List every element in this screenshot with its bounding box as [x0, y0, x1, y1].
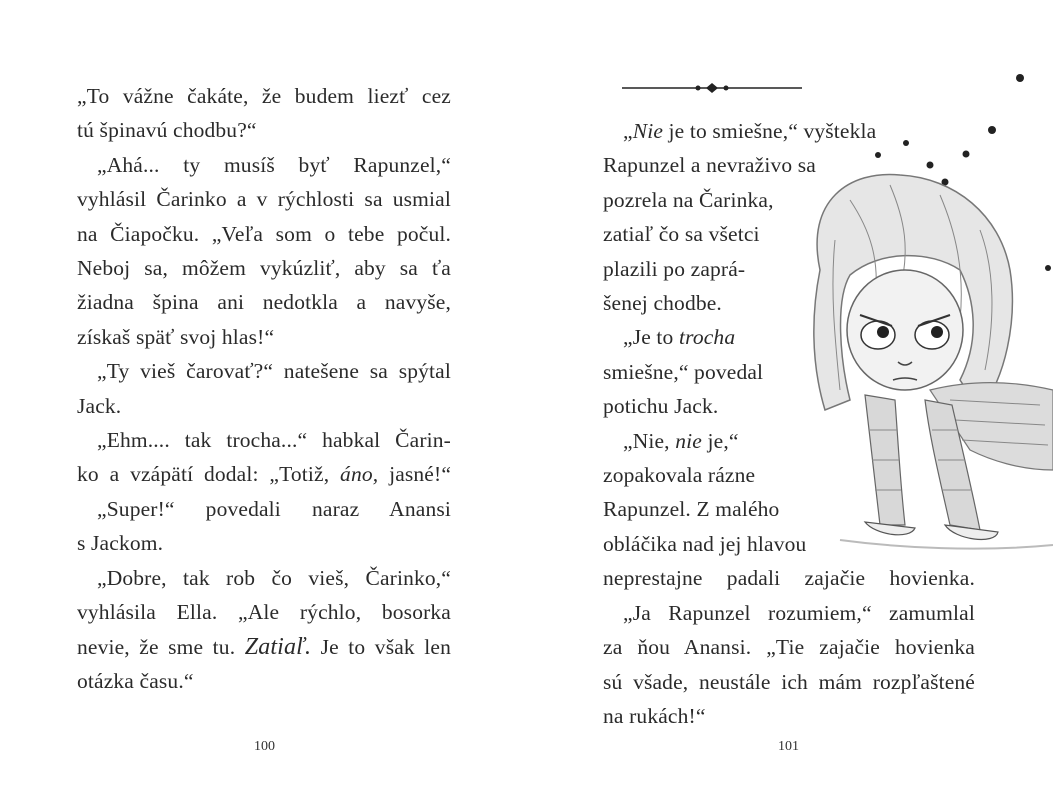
- text-line: „Ja Rapunzel rozumiem,“ zamumlal: [623, 600, 975, 625]
- text-line: plazili po zaprá-: [603, 256, 746, 281]
- text-run: ko a vzápätí dodal: „Totiž,: [77, 462, 330, 487]
- text-line: obláčika nad jej hlavou: [603, 531, 807, 556]
- page-number: 100: [254, 739, 275, 754]
- text-line: na rukách!“: [603, 703, 706, 728]
- text-line: Jack.: [77, 393, 122, 418]
- emphasis-text: Zatiaľ.: [244, 633, 312, 660]
- text-line: [603, 424, 975, 458]
- text-line: „To vážne čakáte, že budem liezť cez: [77, 84, 451, 108]
- text-run: „Nie,: [623, 428, 670, 453]
- paragraph: [603, 596, 975, 734]
- text-line: „Ehm.... tak trocha...“ habkal Čarin-: [97, 428, 451, 453]
- text-line: šenej chodbe.: [603, 291, 722, 316]
- page-number: 101: [778, 739, 799, 754]
- text-line: „Ahá... ty musíš byť Rapunzel,“: [97, 152, 451, 177]
- text-line: „Dobre, tak rob čo vieš, Čarinko,“: [97, 565, 451, 590]
- paragraph: [603, 320, 975, 423]
- emphasis-text: nie: [675, 428, 702, 453]
- text-run: „Je to: [623, 325, 674, 350]
- text-line: Rapunzel a nevraživo sa: [603, 153, 816, 178]
- text-line: [603, 114, 975, 148]
- text-line: zopakovala rázne: [603, 463, 756, 488]
- text-line: smiešne,“ povedal: [603, 359, 764, 384]
- text-line: [77, 630, 451, 664]
- text-line: s Jackom.: [77, 531, 164, 556]
- text-line: za ňou Anansi. „Tie zajačie hovienka: [603, 635, 975, 660]
- text-run: „: [623, 119, 633, 143]
- text-run: nevie, že sme tu.: [77, 634, 236, 659]
- text-line: [77, 457, 451, 491]
- text-run: jasné!“: [389, 462, 452, 487]
- text-run: je,“: [707, 428, 739, 453]
- text-line: vyhlásil Čarinko a v rýchlosti sa usmial: [77, 187, 451, 212]
- text-run: Je to však len: [320, 634, 451, 659]
- text-run: je to smiešne,“ vyštekla: [668, 119, 877, 143]
- text-line: potichu Jack.: [603, 394, 719, 419]
- paragraph: [77, 79, 451, 148]
- text-line: „Ty vieš čarovať?“ natešene sa spýtal: [97, 359, 451, 384]
- emphasis-text: trocha: [678, 325, 736, 350]
- text-line: žiadna špina ani nedotkla a navyše,: [77, 290, 451, 315]
- emphasis-text: áno,: [340, 462, 379, 487]
- paragraph: [77, 561, 451, 699]
- text-line: Neboj sa, môžem vykúzliť, aby sa ťa: [77, 256, 451, 281]
- text-line: na Čiapočku. „Veľa som o tebe počul.: [77, 221, 451, 246]
- text-line: vyhlásila Ella. „Ale rýchlo, bosorka: [77, 600, 451, 625]
- divider-ornament-icon: [622, 80, 802, 96]
- text-line: [603, 320, 975, 354]
- text-line: „Super!“ povedali naraz Anansi: [97, 496, 451, 521]
- text-line: sú všade, neustále ich mám rozpľaštené: [603, 669, 975, 694]
- text-line: tú špinavú chodbu?“: [77, 118, 257, 143]
- paragraph: [77, 148, 451, 354]
- left-page: [0, 0, 526, 800]
- right-page-text: [603, 114, 975, 733]
- paragraph: [77, 423, 451, 492]
- text-line: otázka času.“: [77, 668, 194, 693]
- text-line: pozrela na Čarinka,: [603, 187, 774, 212]
- text-line: získaš späť svoj hlas!“: [77, 324, 275, 349]
- text-line: neprestajne padali zajačie hovienka.: [603, 566, 975, 591]
- paragraph: [603, 114, 975, 320]
- text-line: zatiaľ čo sa všetci: [603, 222, 760, 247]
- paragraph: [77, 492, 451, 561]
- text-line: Rapunzel. Z malého: [603, 497, 780, 522]
- paragraph: [77, 354, 451, 423]
- left-page-text: [77, 79, 451, 698]
- emphasis-text: Nie: [632, 119, 664, 143]
- paragraph: [603, 424, 975, 596]
